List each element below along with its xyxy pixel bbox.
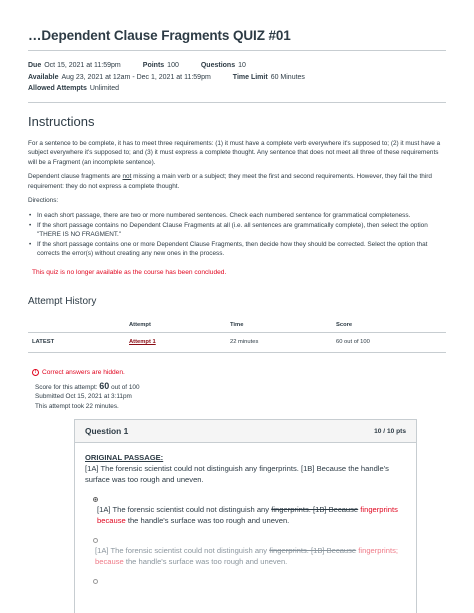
answer-option[interactable] — [93, 497, 406, 526]
list-item: • If the short passage contains one or more Dependent Clause Fragments, then decide how they should be corrected. Select the option that corrects the error(s) without creating any new ones in the process. — [28, 240, 446, 259]
table-row — [28, 333, 446, 353]
available-value: Aug 23, 2021 at 12am - Dec 1, 2021 at 11:59pm — [61, 73, 211, 81]
due-label: Due — [28, 62, 42, 69]
radio-icon[interactable] — [93, 538, 98, 543]
radio-selected-icon[interactable] — [93, 497, 98, 502]
time-limit-value: 60 Minutes — [270, 73, 305, 81]
available-label: Available — [28, 73, 59, 81]
submitted-text: Submitted Oct 15, 2021 at 3:11pm — [35, 393, 132, 401]
answer-option[interactable] — [93, 579, 406, 584]
score-summary — [35, 382, 446, 411]
divider — [28, 50, 446, 51]
divider — [28, 102, 446, 103]
column-header — [28, 319, 125, 333]
attempts-value: Unlimited — [89, 85, 120, 92]
latest-label: LATEST — [28, 333, 125, 353]
question-header — [75, 420, 416, 443]
attempt-score: 60 out of 100 — [332, 333, 446, 353]
list-item: • In each short passage, there are two or more numbered sentences. Check each numbered sentence for grammatical completeness. — [28, 211, 446, 221]
directions-label: Directions: — [28, 197, 59, 205]
instructions-body — [28, 139, 446, 260]
questions-label: Questions — [200, 62, 236, 69]
instructions-heading: Instructions — [28, 113, 95, 129]
duration-text: This attempt took 22 minutes. — [35, 402, 119, 410]
instructions-paragraph: Dependent clause fragments are not missing a main verb or a subject; they meet the first and second requirements. However, they fail the third requirement: they do not express a complete thought. — [28, 173, 432, 190]
instructions-paragraph: For a sentence to be complete, it has to meet three requirements: (1) it must have a complete verb everywhere it's supposed to; (2) it must have a subject everywhere it's supposed to; and (3) it must express a complete thought. Any sentence that does not meet all three of these requirements will be a Fragment (an incomplete sentence). — [28, 139, 441, 166]
question-points: 10 / 10 pts — [374, 427, 406, 435]
points-value: 100 — [167, 62, 179, 69]
question-card — [74, 419, 417, 613]
column-header: Time — [226, 319, 332, 333]
answer-text: [1A] The forensic scientist could not distinguish any fingerprints. [1B] Because fingerprints because the handle's surface was too rough and uneven. — [97, 505, 398, 525]
attempt-time: 22 minutes — [226, 333, 332, 353]
attempts-label: Allowed Attempts — [28, 85, 87, 92]
answers-hidden-note — [32, 369, 446, 376]
score-prefix: Score for this attempt: — [35, 384, 100, 392]
questions-value: 10 — [238, 62, 246, 69]
answer-option[interactable] — [93, 538, 406, 567]
time-limit-label: Time Limit — [232, 73, 268, 81]
due-value: Oct 15, 2021 at 11:59pm — [44, 62, 121, 69]
answers-hidden-text: Correct answers are hidden. — [42, 369, 125, 377]
passage-heading: ORIGINAL PASSAGE: — [85, 453, 164, 462]
warning-icon: ! — [32, 369, 39, 376]
radio-icon[interactable] — [93, 579, 98, 584]
directions-list — [28, 211, 446, 259]
column-header: Attempt — [125, 319, 226, 333]
points-label: Points — [142, 62, 165, 69]
score-suffix: out of 100 — [109, 384, 140, 392]
attempt-history-table — [28, 319, 446, 353]
attempt-link[interactable]: Attempt 1 — [129, 339, 156, 346]
question-body — [75, 443, 416, 597]
question-title: Question 1 — [85, 426, 129, 436]
page-title: …Dependent Clause Fragments QUIZ #01 — [28, 28, 291, 43]
passage-text: [1A] The forensic scientist could not distinguish any fingerprints. [1B] Because the handle's surface was too rough and uneven. — [85, 463, 389, 484]
quiz-meta — [28, 60, 446, 95]
concluded-notice: This quiz is no longer available as the course has been concluded. — [32, 269, 227, 277]
quiz-page — [28, 28, 446, 411]
answer-text: [1A] The forensic scientist could not distinguish any fingerprints. [1B] Because fingerprints; because the handle's surface was too rough and uneven. — [95, 546, 398, 566]
score-value: 60 — [99, 381, 110, 392]
list-item: • If the short passage contains no Dependent Clause Fragments at all (i.e. all sentences are grammatically complete), then select the option "THERE IS NO FRAGMENT." — [28, 221, 446, 240]
column-header: Score — [332, 319, 446, 333]
attempt-history-heading: Attempt History — [28, 296, 97, 308]
